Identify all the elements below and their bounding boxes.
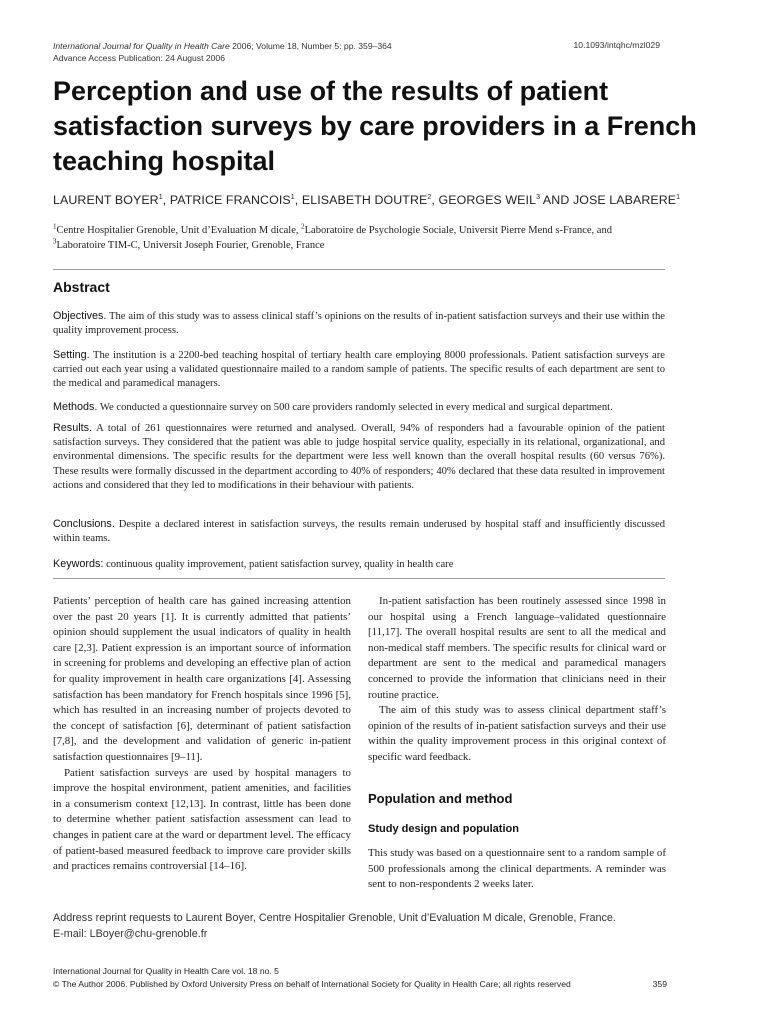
affiliations <box>53 224 673 253</box>
affil-mark: 1 <box>53 222 57 231</box>
author: PATRICE FRANCOIS <box>169 193 291 207</box>
journal-name: International Journal for Quality in Health Care <box>53 41 230 51</box>
author-affil-mark: 3 <box>536 193 541 201</box>
issue-info: 2006; Volume 18, Number 5: pp. 359–364 <box>232 41 392 51</box>
running-header <box>53 40 392 64</box>
advance-access-date: Advance Access Publication: 24 August 2006 <box>53 53 225 63</box>
body-left-column <box>53 594 351 875</box>
article-title: Perception and use of the results of patient satisfaction surveys by care providers in a French teaching hospital <box>53 76 697 176</box>
author-separator: , <box>162 193 170 207</box>
author: LAURENT BOYER <box>53 193 159 207</box>
results-label: Results. <box>53 422 93 434</box>
affiliation: Laboratoire TIM-C, Universit Joseph Fourier, Grenoble, France <box>56 239 325 251</box>
body-paragraph: The aim of this study was to assess clinical department staff’s opinion of the results of in-patient satisfaction surveys and their use within the quality improvement process in this original context of specific ward feedback. <box>368 704 666 763</box>
author-affil-mark: 1 <box>676 193 681 201</box>
author-affil-mark: 2 <box>427 193 432 201</box>
abstract-setting <box>53 348 665 392</box>
doi: 10.1093/intqhc/mzl029 <box>573 40 660 50</box>
author-list <box>53 193 680 207</box>
footer-copyright: © The Author 2006. Published by Oxford University Press on behalf of International Society for Quality in Health Care; all rights reserved <box>53 979 571 989</box>
author-affil-mark: 1 <box>290 193 295 201</box>
section-heading: Population and method <box>368 791 513 806</box>
reprint-request <box>53 910 673 942</box>
abstract-top-divider <box>53 269 665 270</box>
setting-text: The institution is a 2200-bed teaching hospital of tertiary health care employing 8000 professionals. Patient satisfaction surveys are carried out each year using a validated questionnaire mailed to a random sample of patients. The specific results of each department are sent to the medical and paramedical managers. <box>53 350 665 390</box>
abstract-conclusions <box>53 517 665 546</box>
body-right-column <box>368 594 666 766</box>
objectives-text: The aim of this study was to assess clinical staff’s opinions on the results of in-patient satisfaction surveys and their use within the quality improvement process. <box>53 311 665 337</box>
subsection-heading: Study design and population <box>368 823 519 835</box>
methods-text: We conducted a questionnaire survey on 500 care providers randomly selected in every medical and surgical department. <box>99 402 613 413</box>
affiliation: Centre Hospitalier Grenoble, Unit d’Evaluation M dicale, <box>56 225 302 236</box>
reprint-email[interactable]: E-mail: LBoyer@chu-grenoble.fr <box>53 928 208 940</box>
abstract-keywords <box>53 557 665 572</box>
body-paragraph: Patient satisfaction surveys are used by hospital managers to improve the hospital environment, patient amenities, and facilities in a consumerism context [12,13]. In contrast, little has been done to determine whether patient satisfaction assessment can lead to changes in patient care at the ward or department level. The efficacy of patient-based measured feedback to improve care provider skills and practices remains controversial [14–16]. <box>53 766 351 873</box>
setting-label: Setting. <box>53 349 90 361</box>
body-paragraph: In-patient satisfaction has been routinely assessed since 1998 in our hospital using a French language–validated questionnaire [11,17]. The overall hospital results are sent to all the medical and non-medical staff members. The specific results for clinical ward or department are sent to the medical and paramedical managers concerned to provide the information that clinicians need in their routine practice. <box>368 595 666 701</box>
abstract-results <box>53 421 665 493</box>
footer-journal: International Journal for Quality in Health Care vol. 18 no. 5 <box>53 966 279 976</box>
results-text: A total of 261 questionnaires were returned and analysed. Overall, 94% of responders had a favourable opinion of the patient satisfaction surveys. They considered that the patient was able to judge hospital service quality, especially in its relational, organizational, and environmental dimensions. The specific results for the department were less well known than the overall hospital results (60 versus 76%). These results were formally discussed in the department according to 40% of responders; 40% declared that these data resulted in improvement actions and considered that they led to modifications in their behaviour with patients. <box>53 423 665 491</box>
conclusions-label: Conclusions. <box>53 518 115 530</box>
author: GEORGES WEIL <box>438 193 537 207</box>
reprint-address: Address reprint requests to Laurent Boyer, Centre Hospitalier Grenoble, Unit d’Evaluation M dicale, Grenoble, France. <box>53 912 616 924</box>
affil-mark: 2 <box>301 222 305 231</box>
author-separator: , <box>294 193 302 207</box>
affil-mark: 3 <box>53 237 57 245</box>
page-number: 359 <box>652 979 667 989</box>
author: JOSE LABARERE <box>572 193 677 207</box>
abstract-objectives <box>53 309 665 338</box>
affiliation: Laboratoire de Psychologie Sociale, Universit Pierre Mend s-France, and <box>304 225 612 236</box>
keywords-text: continuous quality improvement, patient satisfaction survey, quality in health care <box>106 559 454 570</box>
conclusions-text: Despite a declared interest in satisfaction surveys, the results remain underused by hospital staff and insufficiently discussed within teams. <box>53 519 665 545</box>
body-paragraph: Patients’ perception of health care has gained increasing attention over the past 20 years [1]. It is currently admitted that patients’ opinion should supplement the usual indicators of quality in health care [2,3]. Patient expression is an important source of information in screening for problems and developing an effective plan of action for quality improvement in health care organizations [4]. Assessing satisfaction has been mandatory for French hospitals since 1996 [5], which has resulted in an increasing number of projects devoted to the concept of satisfaction [6], determinant of patient satisfaction [7,8], and the development and validation of generic in-patient satisfaction questionnaires [9–11]. <box>53 595 351 763</box>
author-separator: , <box>431 193 439 207</box>
objectives-label: Objectives. <box>53 310 107 322</box>
methods-label: Methods. <box>53 401 98 413</box>
abstract-heading: Abstract <box>53 279 110 295</box>
author: ELISABETH DOUTRE <box>301 193 428 207</box>
abstract-methods <box>53 400 665 415</box>
author-affil-mark: 1 <box>158 193 163 201</box>
keywords-label: Keywords: <box>53 558 104 570</box>
page-footer <box>53 965 667 991</box>
body-right-column-continued <box>368 846 666 893</box>
author-separator: AND <box>540 193 573 207</box>
body-paragraph: This study was based on a questionnaire sent to a random sample of 500 professionals among the clinical departments. A reminder was sent to non-respondents 2 weeks later. <box>368 847 666 891</box>
abstract-bottom-divider <box>53 578 665 579</box>
